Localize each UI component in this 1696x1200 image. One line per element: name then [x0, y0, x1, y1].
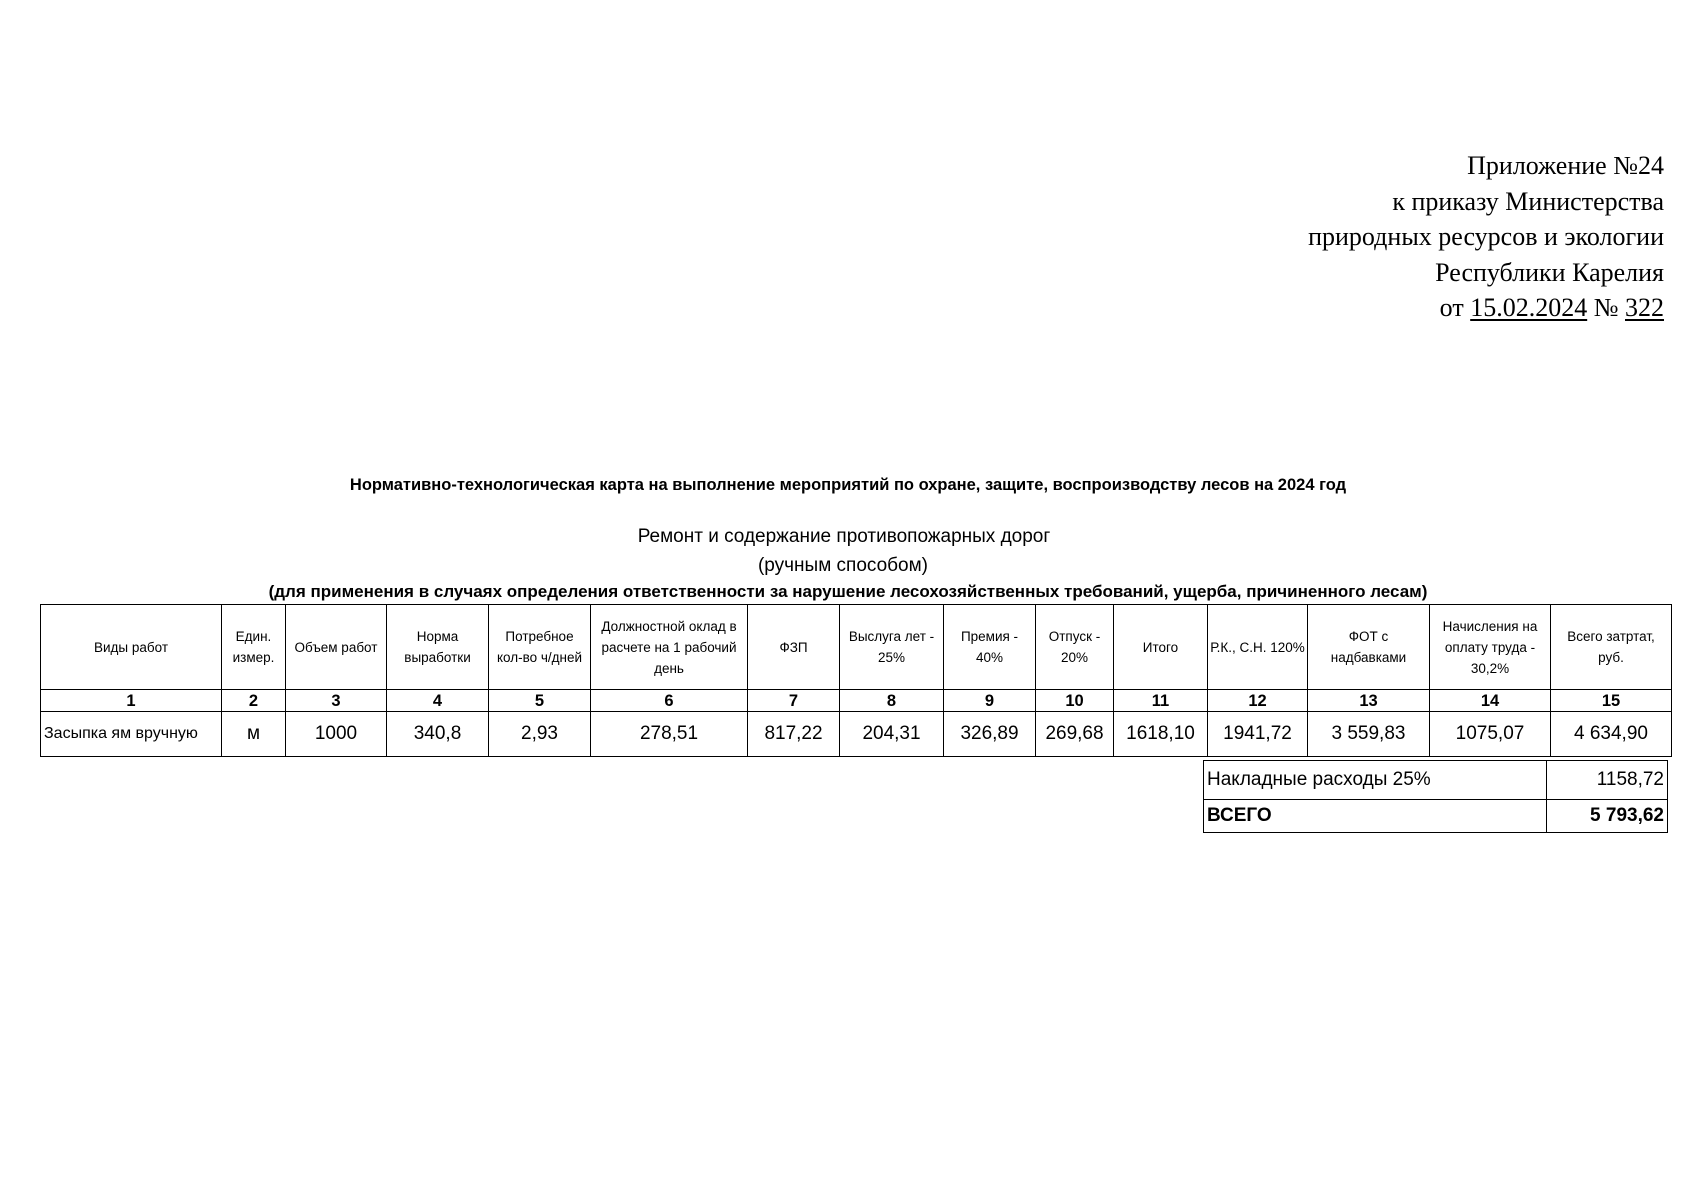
data-cell: 340,8: [387, 712, 489, 757]
overhead-value: 1158,72: [1547, 761, 1668, 800]
column-number-row: [41, 690, 1672, 712]
totals-table: [1203, 760, 1668, 833]
column-number: 14: [1430, 690, 1551, 712]
column-number: 3: [286, 690, 387, 712]
data-cell: 817,22: [748, 712, 840, 757]
usage-note: (для применения в случаях определения ответственности за нарушение лесохозяйственных требований, ущерба, причиненного лесам): [268, 582, 1428, 601]
column-number: 5: [489, 690, 591, 712]
header-cell: Норма выработки: [387, 605, 489, 690]
data-cell: 1000: [286, 712, 387, 757]
column-number: 12: [1208, 690, 1308, 712]
appendix-line-1: Приложение №24: [1467, 151, 1664, 180]
header-cell: Всего затртат, руб.: [1551, 605, 1672, 690]
header-cell: Виды работ: [41, 605, 222, 690]
header-cell: Отпуск - 20%: [1036, 605, 1114, 690]
column-number: 13: [1308, 690, 1430, 712]
column-number: 15: [1551, 690, 1672, 712]
number-sign: №: [1593, 293, 1619, 322]
data-cell: 204,31: [840, 712, 944, 757]
appendix-line-4: Республики Карелия: [1435, 257, 1664, 287]
data-cell: м: [222, 712, 286, 757]
calculation-table: [40, 604, 1672, 757]
overhead-row: [1204, 761, 1668, 800]
column-number: 11: [1114, 690, 1208, 712]
column-number: 2: [222, 690, 286, 712]
data-cell: 2,93: [489, 712, 591, 757]
data-cell: 326,89: [944, 712, 1036, 757]
order-date: 15.02.2024: [1470, 293, 1588, 322]
header-cell: Выслуга лет - 25%: [840, 605, 944, 690]
document-title: Нормативно-технологическая карта на выполнение мероприятий по охране, защите, воспроизводству лесов на 2024 год: [349, 476, 1347, 494]
header-cell: Премия - 40%: [944, 605, 1036, 690]
column-number: 9: [944, 690, 1036, 712]
column-number: 1: [41, 690, 222, 712]
grand-total-row: [1204, 800, 1668, 833]
data-cell: 4 634,90: [1551, 712, 1672, 757]
work-title: Ремонт и содержание противопожарных дорог: [637, 526, 1051, 547]
header-cell: Объем работ: [286, 605, 387, 690]
data-cell: 269,68: [1036, 712, 1114, 757]
header-cell: ФЗП: [748, 605, 840, 690]
data-cell: 278,51: [591, 712, 748, 757]
header-cell: Итого: [1114, 605, 1208, 690]
appendix-date-line: [1308, 290, 1664, 326]
data-cell: 3 559,83: [1308, 712, 1430, 757]
table-row: [41, 712, 1672, 757]
column-number: 7: [748, 690, 840, 712]
column-number: 10: [1036, 690, 1114, 712]
header-row: [41, 605, 1672, 690]
data-cell: 1941,72: [1208, 712, 1308, 757]
header-cell: ФОТ с надбавками: [1308, 605, 1430, 690]
data-cell: 1075,07: [1430, 712, 1551, 757]
column-number: 6: [591, 690, 748, 712]
header-cell: Един. измер.: [222, 605, 286, 690]
grand-total-value: 5 793,62: [1547, 800, 1668, 833]
grand-total-label: ВСЕГО: [1204, 800, 1547, 833]
appendix-line-3: природных ресурсов и экологии: [1308, 222, 1664, 251]
data-cell: 1618,10: [1114, 712, 1208, 757]
order-number: 322: [1625, 293, 1664, 322]
header-cell: Начисления на оплату труда - 30,2%: [1430, 605, 1551, 690]
appendix-line-2: к приказу Министерства: [1392, 186, 1664, 216]
header-cell: Р.К., С.Н. 120%: [1208, 605, 1308, 690]
header-cell: Потребное кол-во ч/дней: [489, 605, 591, 690]
column-number: 8: [840, 690, 944, 712]
header-cell: Должностной оклад в расчете на 1 рабочий день: [591, 605, 748, 690]
date-prefix: от: [1439, 293, 1464, 322]
appendix-header: [1308, 148, 1664, 326]
work-type-cell: Засыпка ям вручную: [41, 712, 222, 757]
work-method: (ручным способом): [757, 555, 929, 576]
column-number: 4: [387, 690, 489, 712]
overhead-label: Накладные расходы 25%: [1204, 761, 1547, 800]
